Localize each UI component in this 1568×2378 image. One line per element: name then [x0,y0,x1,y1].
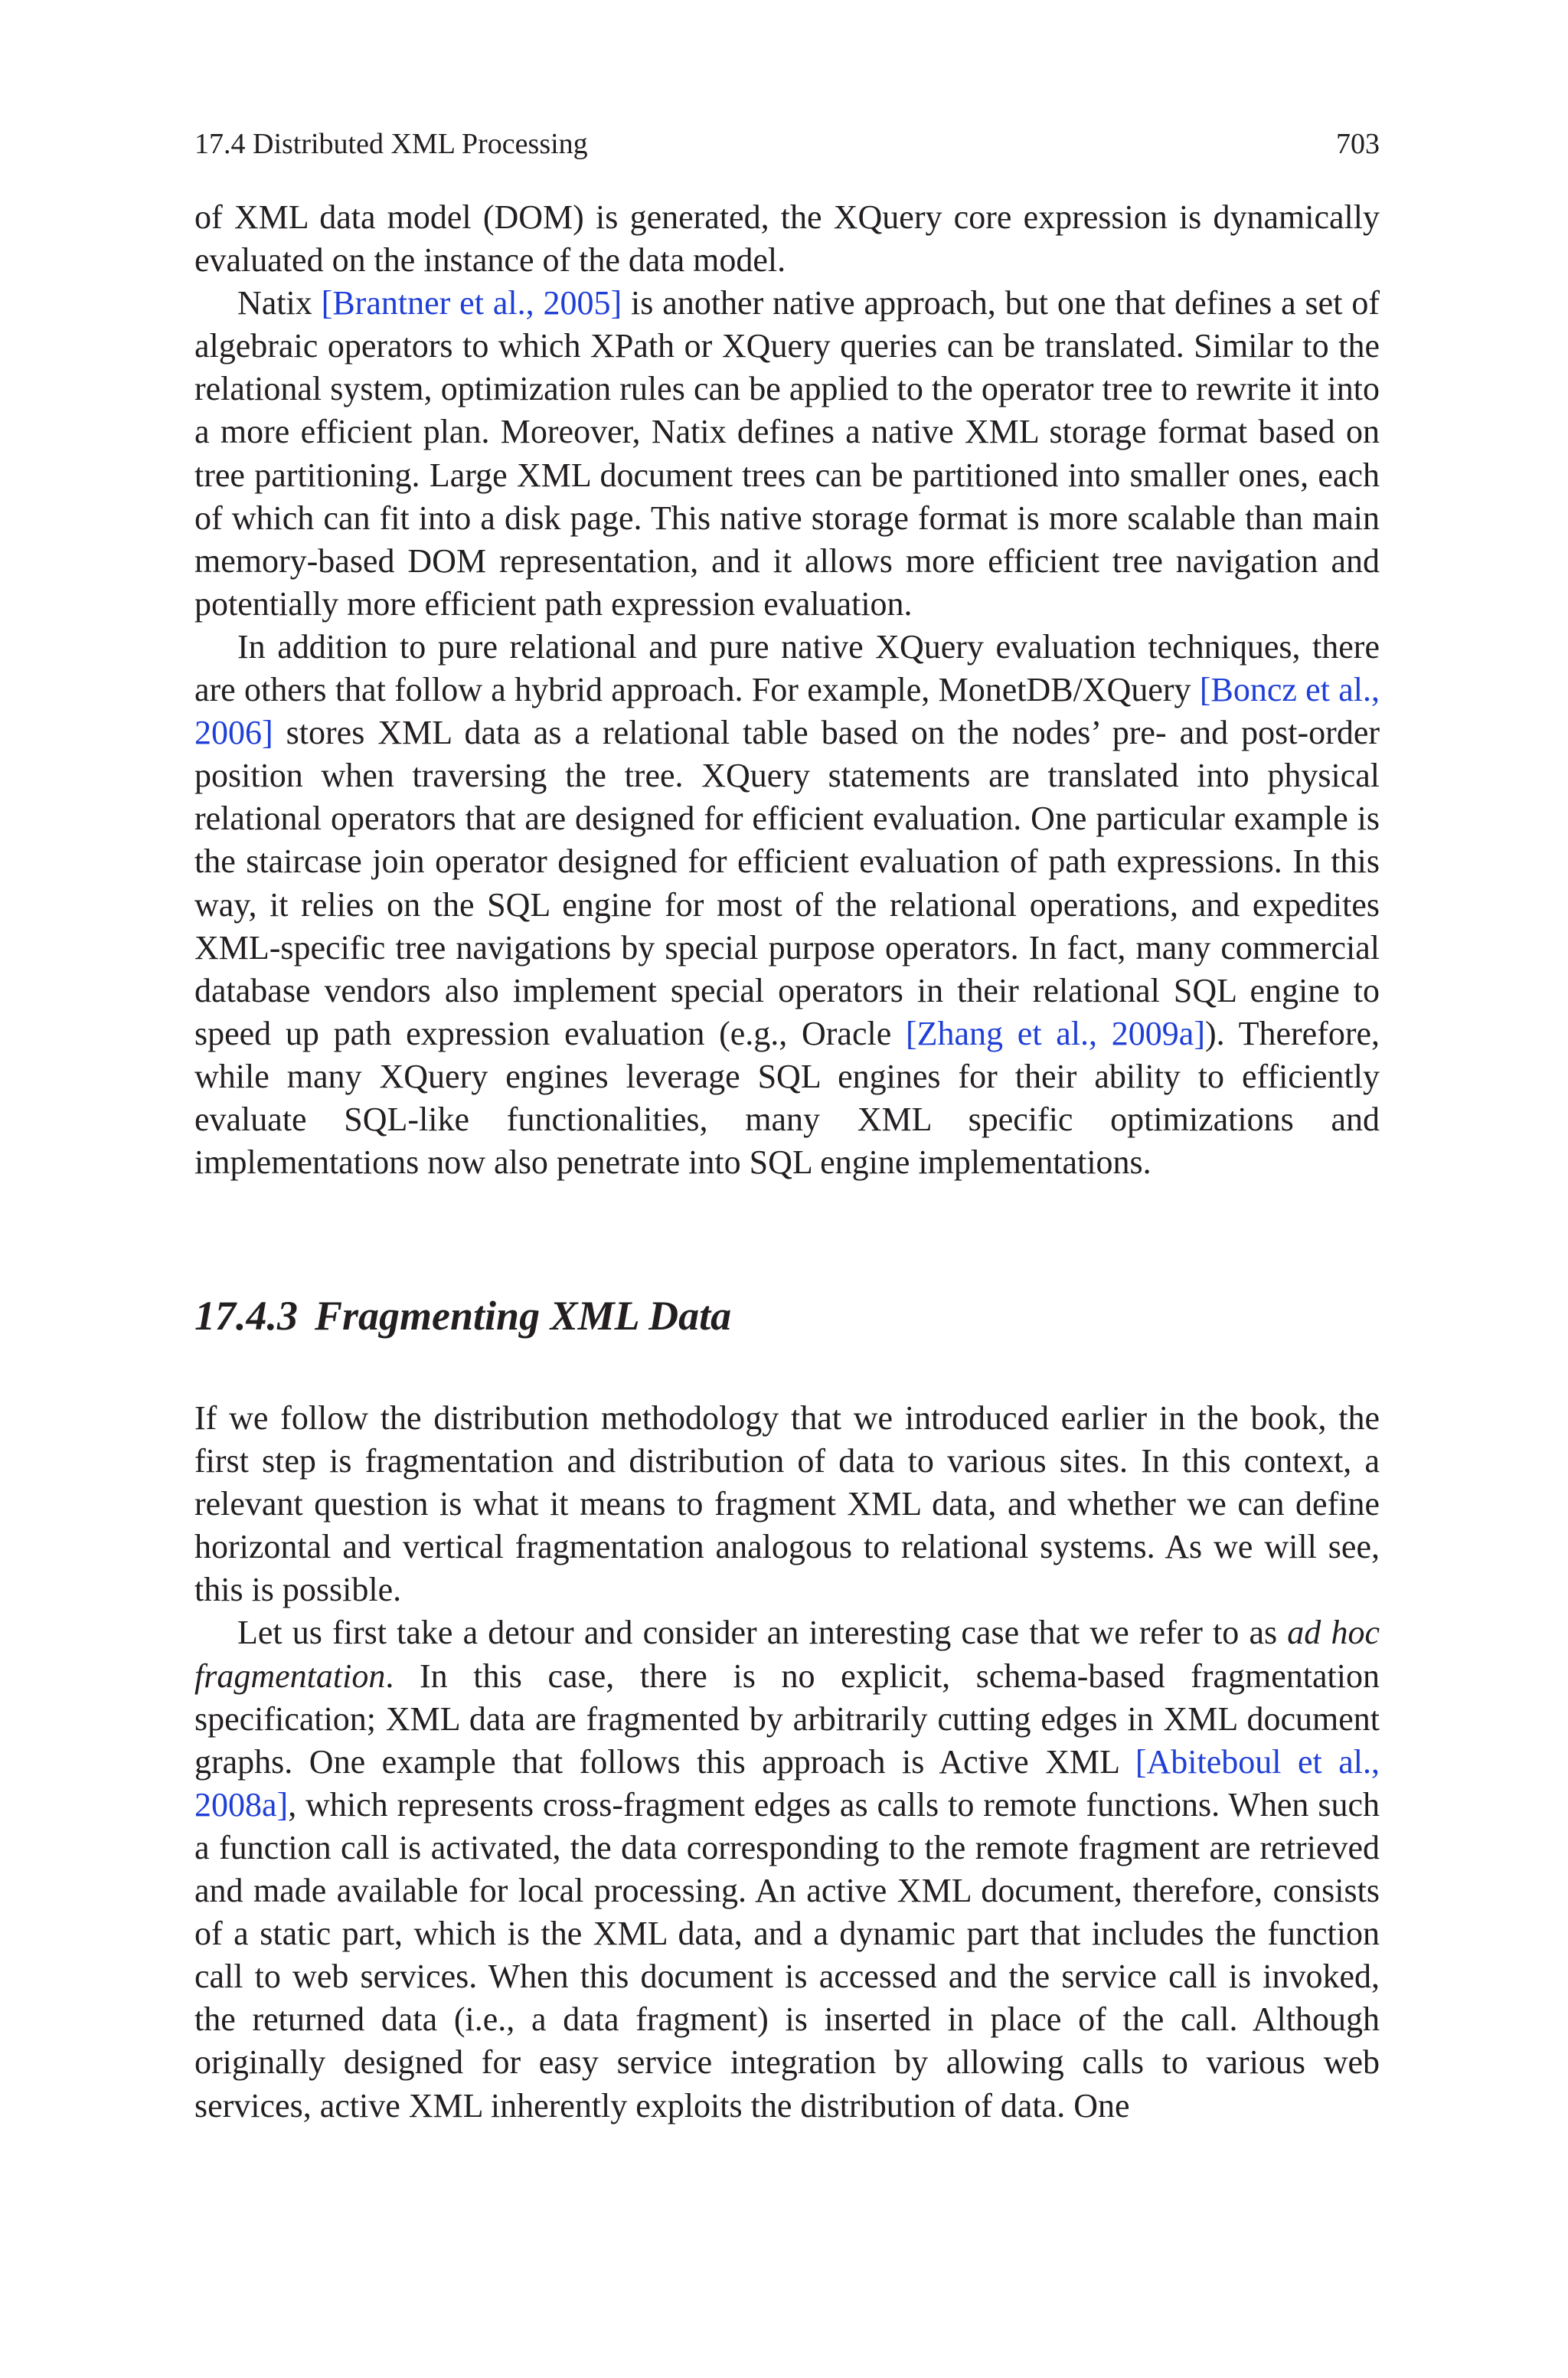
paragraph-text: Natix [237,284,322,322]
section-heading [194,1291,731,1340]
italic-term: ad hoc fragmentation [194,1614,1380,1695]
paragraph-text: . In this case, there is no explicit, schema-based fragmentation specification; XML data are fragmented by arbitrarily cutting edges in XML document graphs. One example that follows this approach is Active XML [194,1657,1380,1781]
running-title: 17.4 Distributed XML Processing [194,128,588,160]
paragraph-text: ). Therefore, while many XQuery engines leverage SQL engines for their ability to efficiently evaluate SQL-like functionalities, many XML specific optimizations and implementations now also penetrate into SQL engine implementations. [194,1014,1380,1182]
body-text-upper [194,196,1380,1184]
citation-link[interactable]: [Brantner et al., 2005] [321,284,622,322]
paragraph-ad-hoc-fragmentation [194,1611,1380,2127]
section-title: Fragmenting XML Data [315,1293,732,1339]
page-number: 703 [1336,128,1380,160]
paragraph-text: is another native approach, but one that defines a set of algebraic operators to which XPath or XQuery queries can be translated. Similar to the relational system, optimization rules can be applied to the operator tree to rewrite it into a more efficient plan. Moreover, Natix defines a native XML storage format based on tree partitioning. Large XML document trees can be partitioned into smaller ones, each of which can fit into a disk page. This native storage format is more scalable than main memory-based DOM representation, and it allows more efficient tree navigation and potentially more efficient path expression evaluation. [194,284,1380,623]
citation-link[interactable]: [Boncz et al., 2006] [194,671,1380,752]
section-number: 17.4.3 [194,1293,298,1339]
body-text-lower [194,1397,1380,2128]
paragraph-text: In addition to pure relational and pure native XQuery evaluation techniques, there are others that follow a hybrid approach. For example, MonetDB/XQuery [194,627,1380,709]
paragraph-hybrid-approach [194,626,1380,1184]
citation-link[interactable]: [Abiteboul et al., 2008a] [194,1742,1380,1824]
paragraph-text: of XML data model (DOM) is generated, the XQuery core expression is dynamically evaluated on the instance of the data model. [194,198,1380,280]
paragraph-text: Let us first take a detour and consider an interesting case that we refer to as [237,1614,1288,1652]
citation-link[interactable]: [Zhang et al., 2009a] [906,1014,1205,1052]
paragraph-text: If we follow the distribution methodology that we introduced earlier in the book, the first step is fragmentation and distribution of data to various sites. In this context, a relevant question is what it means to fragment XML data, and whether we can define horizontal and vertical fragmentation analogous to relational systems. As we will see, this is possible. [194,1399,1380,1609]
paragraph-text: , which represents cross-fragment edges as calls to remote functions. When such a function call is activated, the data corresponding to the remote fragment are retrieved and made available for local processing. An active XML document, therefore, consists of a static part, which is the XML data, and a dynamic part that includes the function call to web services. When this document is accessed and the service call is invoked, the returned data (i.e., a data fragment) is inserted in place of the call. Although originally designed for easy service integration by allowing calls to various web services, active XML inherently exploits the distribution of data. One [194,1785,1380,2124]
paragraph-continued [194,196,1380,282]
paragraph-distribution-methodology [194,1397,1380,1611]
paragraph-text: stores XML data as a relational table based on the nodes’ pre- and post-order position when traversing the tree. XQuery statements are translated into physical relational operators that are designed for efficient evaluation. One particular example is the staircase join operator designed for efficient evaluation of path expressions. In this way, it relies on the SQL engine for most of the relational operations, and expedites XML-specific tree navigations by special purpose operators. In fact, many commercial database vendors also implement special operators in their relational SQL engine to speed up path expression evaluation (e.g., Oracle [194,714,1380,1052]
paragraph-natix [194,282,1380,626]
page-header [194,123,1380,165]
